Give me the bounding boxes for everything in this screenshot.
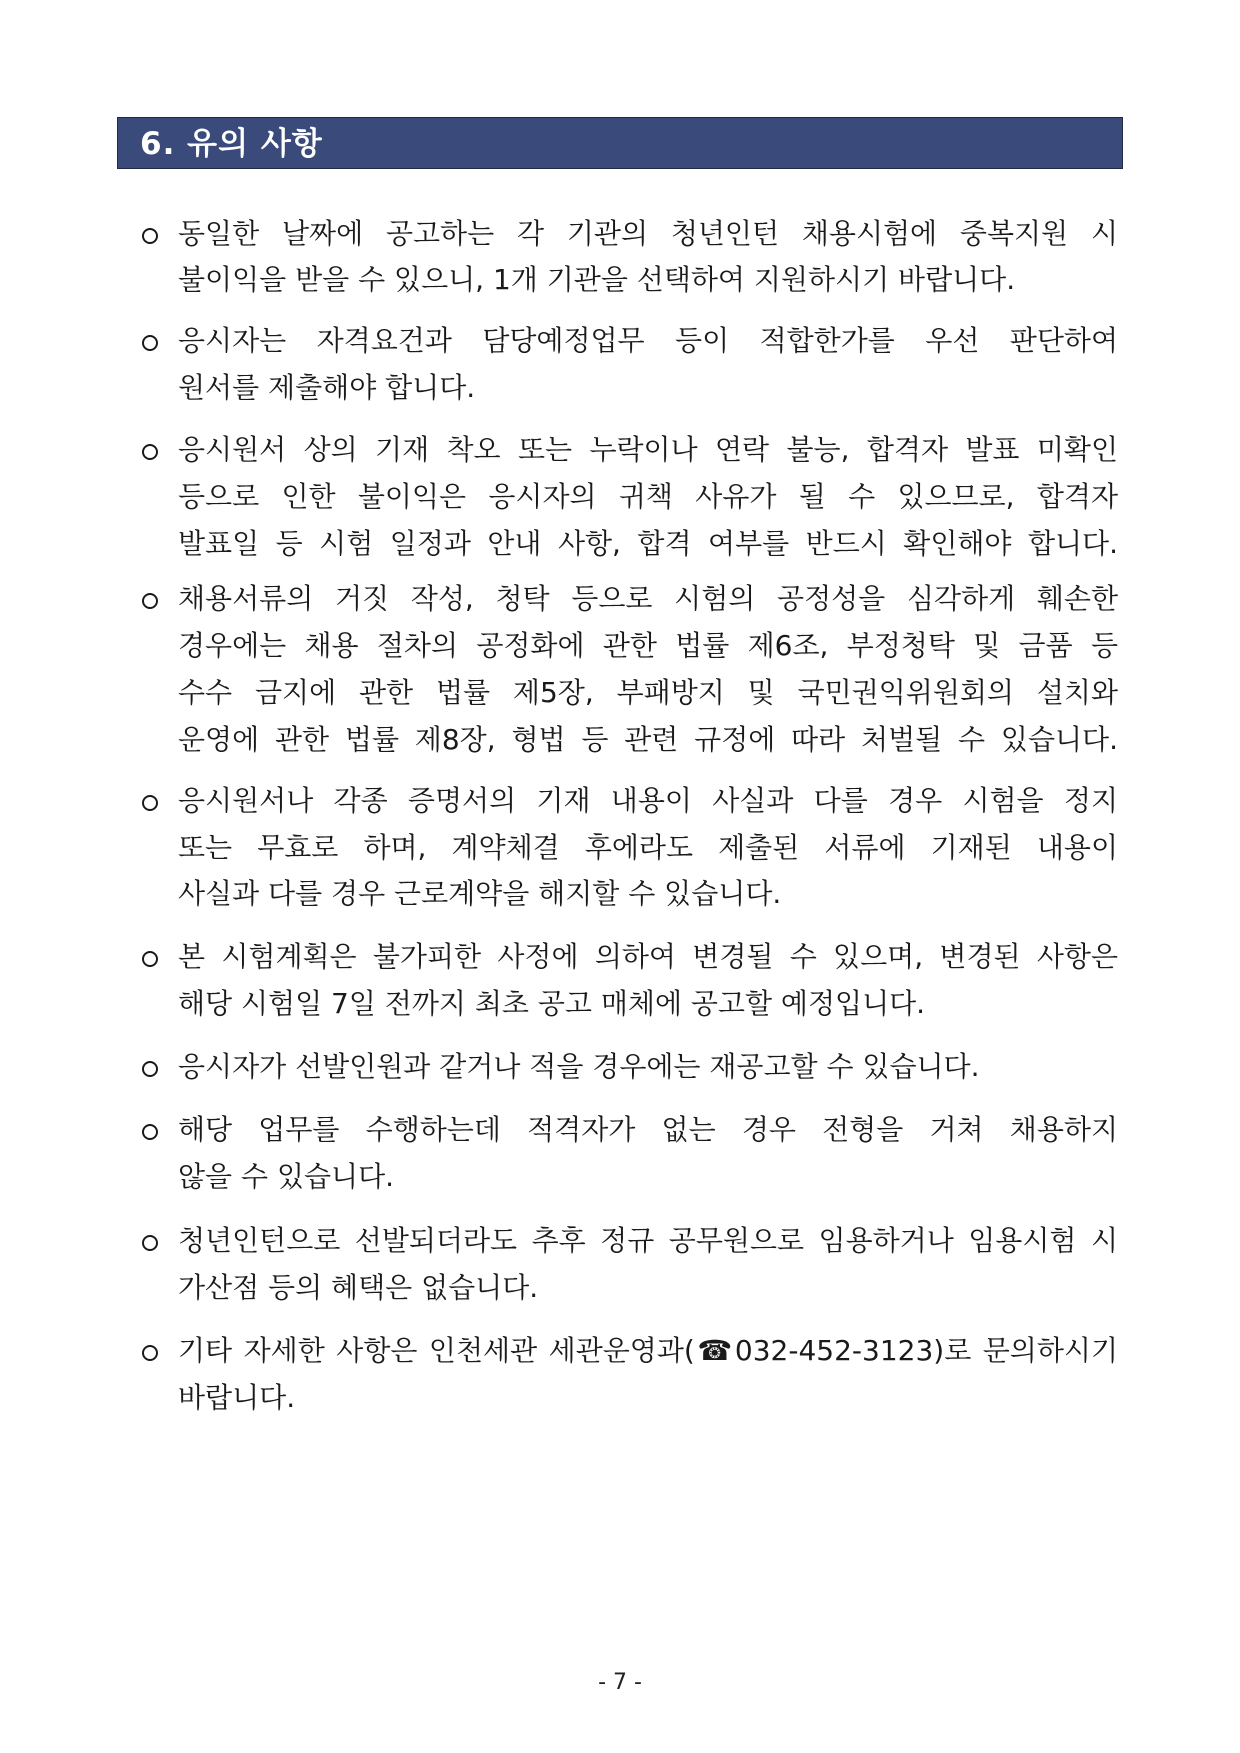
bullet-circle-icon [140,1132,162,1154]
bullet-circle-icon [140,1243,162,1265]
item-line: 동일한 날짜에 공고하는 각 기관의 청년인턴 채용시험에 중복지원 시 [178,217,1118,250]
bullet-circle-icon [140,601,162,623]
bullet-circle-icon [140,959,162,981]
page-number: - 7 - [598,1670,642,1695]
item-line: 응시자는 자격요건과 담당예정업무 등이 적합한가를 우선 판단하여 [178,324,1118,357]
item-line: 해당 시험일 7일 전까지 최초 공고 매체에 공고할 예정입니다. [178,987,926,1020]
item-line: 운영에 관한 법률 제8장, 형법 등 관련 규정에 따라 처벌될 수 있습니다. [178,723,1118,756]
item-line: 해당 업무를 수행하는데 적격자가 없는 경우 전형을 거쳐 채용하지 [178,1113,1118,1146]
bullet-circle-icon [140,452,162,474]
section-header-bar [117,117,1123,169]
item-line: 않을 수 있습니다. [178,1160,395,1193]
item-line: 응시원서나 각종 증명서의 기재 내용이 사실과 다를 경우 시험을 정지 [178,784,1118,817]
section-title: 6. 유의 사항 [140,126,323,162]
item-line: 사실과 다를 경우 근로계약을 해지할 수 있습니다. [178,877,782,910]
item-line: 등으로 인한 불이익은 응시자의 귀책 사유가 될 수 있으므로, 합격자 [178,480,1118,513]
item-line: 또는 무효로 하며, 계약체결 후에라도 제출된 서류에 기재된 내용이 [178,831,1118,864]
item-line: 바랍니다. [178,1381,296,1414]
item-line-contact: 기타 자세한 사항은 인천세관 세관운영과(☎032-452-3123)로 문의하시기 [178,1334,1118,1367]
item-line: 발표일 등 시험 일정과 안내 사항, 합격 여부를 반드시 확인해야 합니다. [178,527,1118,560]
bullet-circle-icon [140,1069,162,1091]
bullet-circle-icon [140,1353,162,1375]
bullet-circle-icon [140,803,162,825]
item-line: 응시원서 상의 기재 착오 또는 누락이나 연락 불능, 합격자 발표 미확인 [178,433,1118,466]
item-line: 청년인턴으로 선발되더라도 추후 정규 공무원으로 임용하거나 임용시험 시 [178,1224,1118,1257]
item-line: 응시자가 선발인원과 같거나 적을 경우에는 재공고할 수 있습니다. [178,1050,980,1083]
bullet-circle-icon [140,236,162,258]
item-line: 채용서류의 거짓 작성, 청탁 등으로 시험의 공정성을 심각하게 훼손한 [178,582,1118,615]
item-line: 경우에는 채용 절차의 공정화에 관한 법률 제6조, 부정청탁 및 금품 등 [178,629,1118,662]
item-line: 가산점 등의 혜택은 없습니다. [178,1271,539,1304]
item-line: 수수 금지에 관한 법률 제5장, 부패방지 및 국민권익위원회의 설치와 [178,676,1118,709]
item-line: 불이익을 받을 수 있으니, 1개 기관을 선택하여 지원하시기 바랍니다. [178,263,1016,296]
item-line: 본 시험계획은 불가피한 사정에 의하여 변경될 수 있으며, 변경된 사항은 [178,940,1118,973]
item-line: 원서를 제출해야 합니다. [178,371,476,404]
bullet-circle-icon [140,343,162,365]
